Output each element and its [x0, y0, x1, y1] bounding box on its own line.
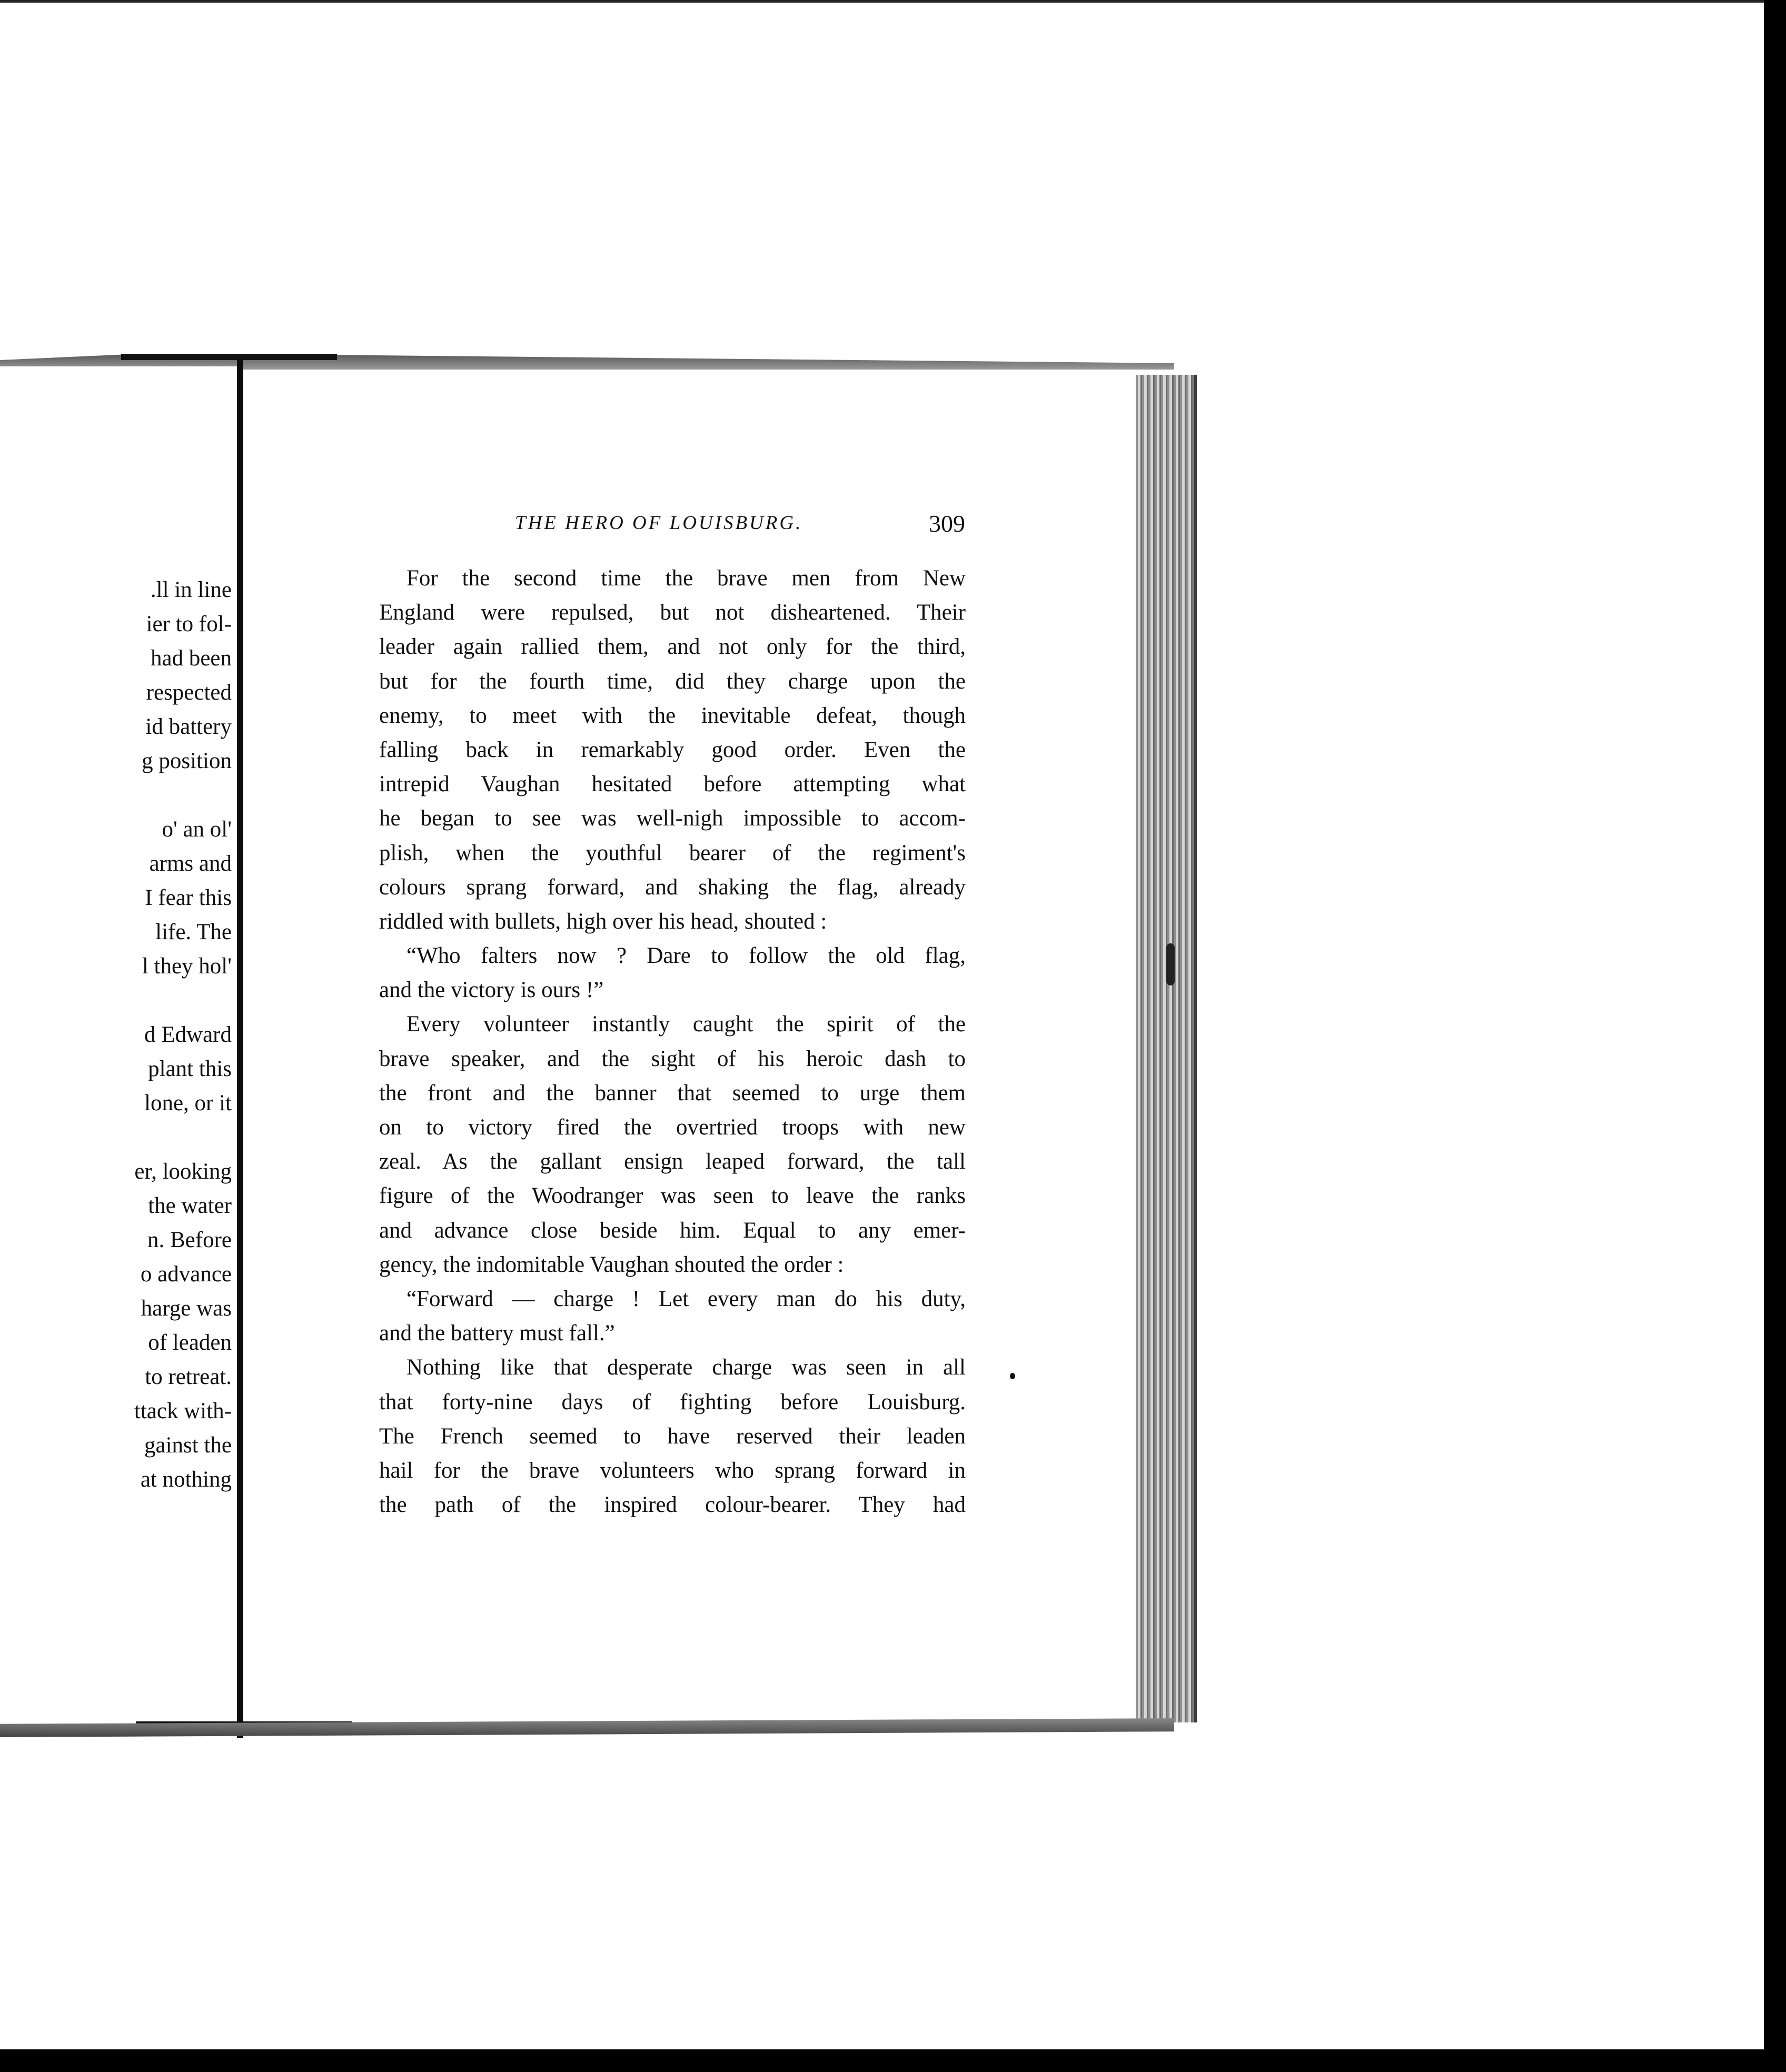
text-line: zeal. As the gallant ensign leaped forward, the tall	[379, 1149, 966, 1174]
left-line: plant this	[148, 1057, 232, 1081]
text-line: Nothing like that desperate charge was seen in all	[406, 1355, 966, 1380]
left-line	[0, 778, 237, 812]
text-line: leader again rallied them, and not only for the third,	[379, 634, 966, 660]
text-line: on to victory fired the overtried troops with new	[379, 1115, 966, 1140]
text-line: enemy, to meet with the inevitable defeat, though	[379, 703, 966, 728]
left-page-text	[0, 573, 237, 1497]
gutter-top-shadow	[121, 354, 337, 360]
text-line: intrepid Vaughan hesitated before attempting what	[379, 772, 966, 797]
text-line: the front and the banner that seemed to urge them	[379, 1080, 966, 1105]
text-line: brave speaker, and the sight of his heroic dash to	[379, 1046, 966, 1071]
left-line: I fear this	[145, 885, 232, 910]
text-line: that forty-nine days of fighting before Louisburg.	[379, 1389, 966, 1414]
running-title: THE HERO OF LOUISBURG.	[515, 512, 803, 534]
text-line: England were repulsed, but not disheartened. Their	[379, 600, 966, 625]
left-line: d Edward	[144, 1022, 232, 1047]
left-line: lone, or it	[144, 1091, 232, 1115]
text-line: gency, the indomitable Vaughan shouted the order :	[379, 1252, 844, 1277]
left-line: life. The	[155, 920, 232, 944]
text-line: and advance close beside him. Equal to any emer-	[379, 1218, 966, 1243]
left-line: arms and	[149, 851, 232, 876]
left-line: ier to fol-	[146, 612, 232, 636]
left-line: g position	[142, 749, 232, 773]
text-line: “Who falters now ? Dare to follow the old flag,	[406, 943, 966, 969]
text-line: figure of the Woodranger was seen to leave the ranks	[379, 1183, 966, 1209]
running-head	[515, 510, 965, 541]
text-line: he began to see was well-nigh impossible to accom-	[379, 806, 966, 831]
left-line: n. Before	[147, 1228, 232, 1252]
scan-top-border	[0, 0, 1786, 3]
text-line: and the victory is ours !”	[379, 978, 604, 1003]
book-gutter	[237, 359, 243, 1738]
left-line: ttack with-	[134, 1399, 232, 1423]
text-line: The French seemed to have reserved their leaden	[379, 1423, 966, 1449]
text-line: “Forward — charge ! Let every man do his duty,	[406, 1286, 966, 1311]
left-line: of leaden	[148, 1330, 232, 1355]
left-line: .ll in line	[150, 577, 232, 602]
text-line: and the battery must fall.”	[379, 1321, 615, 1346]
scan-speck	[1010, 1373, 1015, 1379]
left-line: gainst the	[144, 1433, 232, 1458]
text-line: riddled with bullets, high over his head, shouted :	[379, 909, 827, 934]
left-line	[0, 983, 237, 1018]
fore-edge-mark	[1166, 943, 1175, 985]
text-line: For the second time the brave men from New	[406, 566, 966, 591]
left-line: at nothing	[140, 1467, 232, 1492]
page-body-text	[379, 561, 966, 1522]
text-line: hail for the brave volunteers who sprang forward in	[379, 1458, 966, 1483]
left-line: id battery	[145, 714, 232, 739]
left-line: o' an ol'	[162, 817, 232, 842]
left-line: had been	[150, 646, 232, 671]
left-line	[0, 1120, 237, 1154]
page-fore-edge	[1136, 375, 1197, 1722]
text-line: falling back in remarkably good order. Even the	[379, 737, 966, 762]
left-line: l they hol'	[142, 954, 232, 979]
left-line: er, looking	[134, 1159, 232, 1184]
scan-bottom-border	[0, 2049, 1786, 2072]
text-line: but for the fourth time, did they charge upon the	[379, 669, 966, 694]
left-line: the water	[148, 1193, 232, 1218]
left-page	[0, 366, 237, 1725]
text-line: the path of the inspired colour-bearer. They had	[379, 1492, 966, 1518]
scan-right-border	[1764, 0, 1786, 2072]
left-line: respected	[146, 680, 232, 705]
left-line: to retreat.	[145, 1364, 232, 1389]
text-line: plish, when the youthful bearer of the regiment's	[379, 840, 966, 865]
page-number: 309	[929, 510, 965, 537]
left-line: o advance	[140, 1262, 232, 1287]
text-line: colours sprang forward, and shaking the flag, already	[379, 874, 966, 900]
left-line: harge was	[141, 1296, 232, 1321]
text-line: Every volunteer instantly caught the spirit of the	[406, 1012, 966, 1037]
